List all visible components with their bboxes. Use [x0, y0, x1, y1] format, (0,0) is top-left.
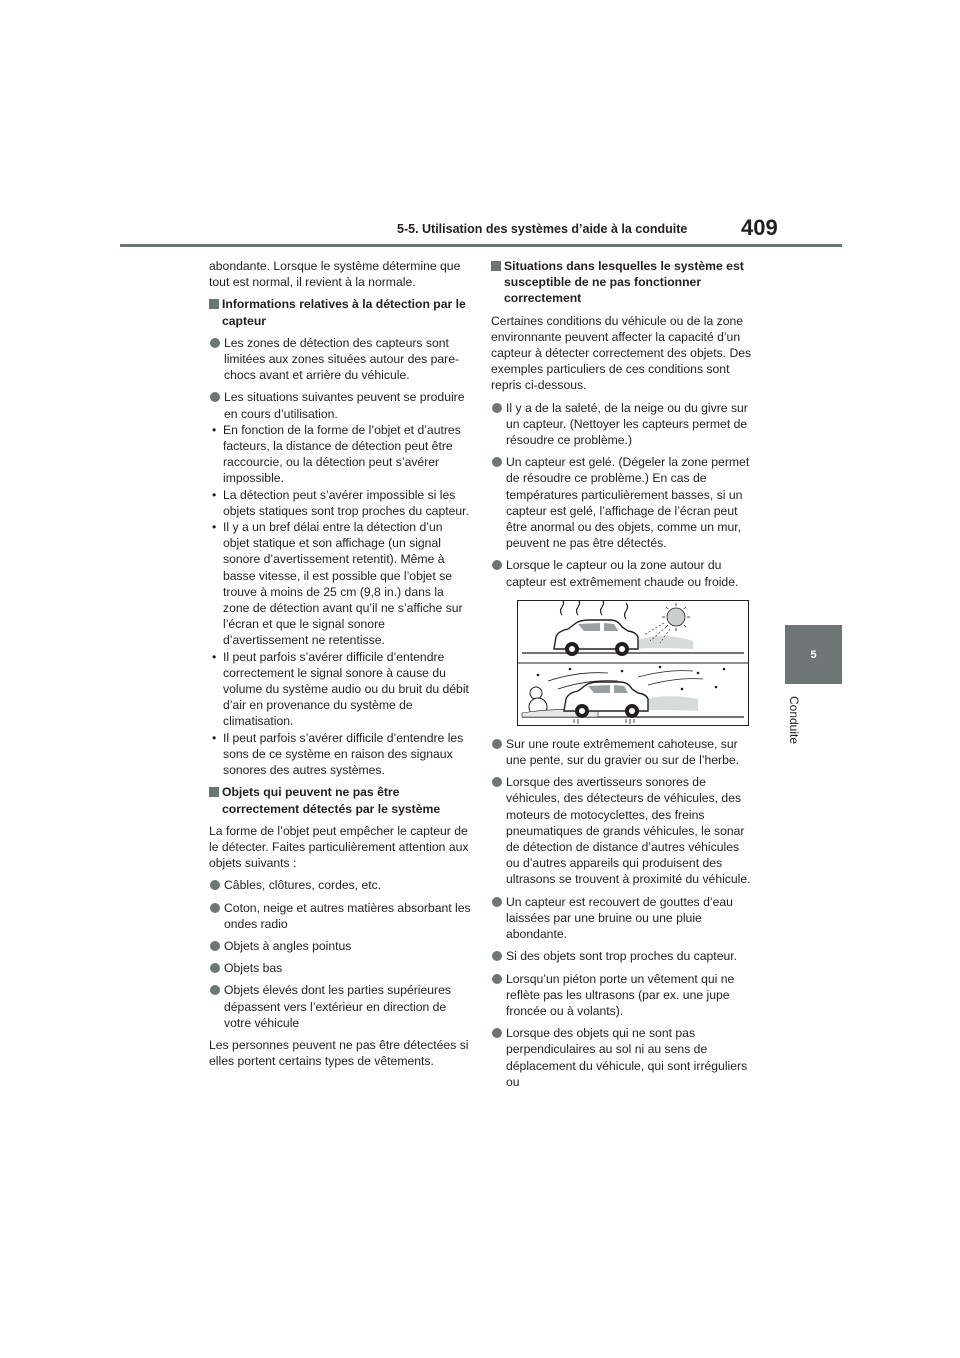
section-heading: [209, 784, 471, 816]
list-item: [491, 1025, 755, 1090]
list-item-text: Objets élevés dont les parties supérieures dépassent vers l’extérieur en direction de votre véhicule: [224, 983, 451, 1030]
list-item: [491, 948, 755, 964]
list-item: [491, 774, 755, 887]
list-item-text: Si des objets sont trop proches du capteur.: [506, 949, 738, 964]
list-item-text: Coton, neige et autres matières absorbant les ondes radio: [224, 900, 471, 931]
list-item: [491, 736, 755, 768]
round-bullet-icon: [492, 974, 502, 984]
list-item: [491, 400, 755, 449]
section-title: 5-5. Utilisation des systèmes d’aide à la conduite: [397, 222, 688, 236]
round-bullet-icon: [492, 457, 502, 467]
sub-list-item: • Il y a un bref délai entre la détection d’un objet statique et son affichage (un signal sonore d’avertissement retentit). Même à basse vitesse, il est possible que l’objet se trouve à moins de 25 cm (9,8 in.) dans la zone de détection avant qu’il ne s’affiche sur l’écran et que le signal sonore d’avertissement ne retentisse.: [212, 520, 463, 648]
round-bullet-icon: [210, 941, 220, 951]
page-number: 409: [741, 215, 778, 240]
chapter-label: [782, 690, 806, 750]
list-item-text: Sur une route extrêmement cahoteuse, sur une pente, sur du gravier ou sur de l’herbe.: [506, 736, 740, 768]
list-item-text: Objets à angles pointus: [224, 938, 352, 953]
list-item-text: Lorsque des objets qui ne sont pas perpendiculaires au sol ni au sens de déplacement du véhicule, qui sont irréguliers ou: [506, 1026, 748, 1089]
square-bullet-icon: [209, 787, 219, 797]
list-item-text: Les situations suivantes peuvent se produire en cours d’utilisation.: [224, 390, 465, 421]
heat-waves-icon: [561, 601, 628, 619]
round-bullet-icon: [492, 560, 502, 570]
sub-list-item-text: La détection peut s’avérer impossible si les objets statiques sont trop proches du capteur.: [223, 487, 469, 518]
list-item: [209, 960, 471, 976]
left-column: [209, 258, 471, 1075]
round-bullet-icon: [210, 880, 220, 890]
list-item: [209, 900, 471, 932]
round-bullet-icon: [210, 392, 220, 402]
sub-list-item: • Il peut parfois s’avérer difficile d’entendre les sons de ce système en raison des signaux sonores des autres systèmes.: [212, 730, 464, 778]
list-item: [209, 389, 471, 778]
sub-list-item: • La détection peut s’avérer impossible si les objets statiques sont trop proches du capteur.: [212, 487, 469, 518]
chapter-number: 5: [810, 648, 817, 661]
section-heading: [491, 258, 755, 307]
section-heading-text: Situations dans lesquelles le système est susceptible de ne pas fonctionner correctement: [504, 259, 744, 306]
paragraph: Certaines conditions du véhicule ou de la zone environnante peuvent affecter la capacité d’un capteur à détecter correctement des objets. Des exemples particuliers de ces conditions sont repris ci-dessous.: [491, 313, 752, 393]
right-column: [491, 258, 755, 1096]
paragraph: La forme de l’objet peut empêcher le capteur de le détecter. Faites particulièrement attention aux objets suivants :: [209, 823, 469, 871]
list-item-text: Un capteur est recouvert de gouttes d’eau laissées par une bruine ou une pluie abondante.: [506, 894, 733, 942]
round-bullet-icon: [492, 951, 502, 961]
section-heading-text: Informations relatives à la détection par le capteur: [222, 297, 466, 328]
list-item: [209, 335, 471, 384]
list-item-text: Il y a de la saleté, de la neige ou du givre sur un capteur. (Nettoyer les capteurs permet de résoudre ce problème.): [506, 400, 748, 448]
list-item-text: Les zones de détection des capteurs sont limitées aux zones situées autour des pare-chocs avant et arrière du véhicule.: [224, 335, 460, 383]
paragraph: Les personnes peuvent ne pas être détectées si elles portent certains types de vêtements.: [209, 1037, 469, 1069]
list-item: [491, 557, 755, 589]
sub-list-item: • En fonction de la forme de l’objet et d’autres facteurs, la distance de détection peut être raccourcie, ou la détection peut s’avérer impossible.: [212, 422, 461, 486]
chapter-tab[interactable]: [785, 625, 842, 684]
car-icon: [554, 620, 638, 656]
round-bullet-icon: [492, 1028, 502, 1038]
list-item: [209, 982, 471, 1031]
list-item: [491, 454, 755, 551]
sub-list-item-text: En fonction de la forme de l’objet et d’autres facteurs, la distance de détection peut être raccourcie, ou la détection peut s’avérer impossible.: [223, 422, 461, 486]
square-bullet-icon: [491, 261, 501, 271]
round-bullet-icon: [210, 963, 220, 973]
list-item-text: Objets bas: [224, 961, 283, 976]
round-bullet-icon: [210, 985, 220, 995]
sub-list-item-text: Il peut parfois s’avérer difficile d’entendre les sons de ce système en raison des signaux sonores des autres systèmes.: [223, 730, 464, 778]
illustration-figure: [517, 600, 749, 726]
section-heading: [209, 296, 471, 328]
list-item-text: Lorsqu’un piéton porte un vêtement qui ne reflète pas les ultrasons (par ex. une jupe froncée ou à volants).: [506, 971, 735, 1018]
list-item: [491, 971, 755, 1020]
list-item-text: Lorsque le capteur ou la zone autour du capteur est extrêmement chaude ou froide.: [506, 558, 739, 589]
round-bullet-icon: [210, 903, 220, 913]
cold-scene: [522, 666, 744, 724]
icicles: [574, 719, 634, 724]
intro-paragraph: abondante. Lorsque le système détermine que tout est normal, il revient à la normale.: [209, 259, 461, 290]
list-item: [209, 938, 471, 954]
sub-list-item-text: Il y a un bref délai entre la détection d’un objet statique et son affichage (un signal sonore d’avertissement retentit). Même à basse vitesse, il est possible que l’objet se trouve à moins de 25 cm (9,8 in.) dans la zone de détection avant qu’il ne s’affiche sur l’écran et que le signal sonore d’avertissement ne retentisse.: [223, 520, 463, 648]
list-item-text: Lorsque des avertisseurs sonores de véhicules, des détecteurs de véhicules, des moteurs de motocyclettes, des freins pneumatiques de grands véhicules, le sonar de détection de distance d’autres véhicules ou d’autres appareils qui produisent des ultrasons se trouvent à proximité du véhicule.: [506, 775, 751, 887]
hot-scene: [522, 601, 744, 656]
round-bullet-icon: [492, 777, 502, 787]
list-item-text: Câbles, clôtures, cordes, etc.: [224, 878, 382, 893]
list-item: [209, 877, 471, 893]
round-bullet-icon: [492, 739, 502, 749]
list-item: [491, 894, 755, 943]
square-bullet-icon: [209, 299, 219, 309]
chapter-label-text: Conduite: [787, 695, 802, 745]
round-bullet-icon: [210, 338, 220, 348]
round-bullet-icon: [492, 403, 502, 413]
sensor-conditions-illustration: [518, 601, 748, 725]
sub-list-item-text: Il peut parfois s’avérer difficile d’entendre correctement le signal sonore à cause du volume du système audio ou du bruit du débit d’air en provenance du système de climatisation.: [223, 649, 469, 729]
header-divider: [120, 244, 842, 247]
round-bullet-icon: [492, 897, 502, 907]
sub-list-item: • Il peut parfois s’avérer difficile d’entendre correctement le signal sonore à cause du volume du système audio ou du bruit du débit d’air en provenance du système de climatisation.: [212, 649, 469, 729]
car-icon: [564, 682, 648, 718]
list-item-text: Un capteur est gelé. (Dégeler la zone permet de résoudre ce problème.) En cas de températures particulièrement basses, si un capteur est gelé, l’affichage de l’écran peut être anormal ou des objets, comme un mur, peuvent ne pas être détectés.: [506, 455, 750, 551]
section-heading-text: Objets qui peuvent ne pas être correctement détectés par le système: [222, 785, 441, 816]
